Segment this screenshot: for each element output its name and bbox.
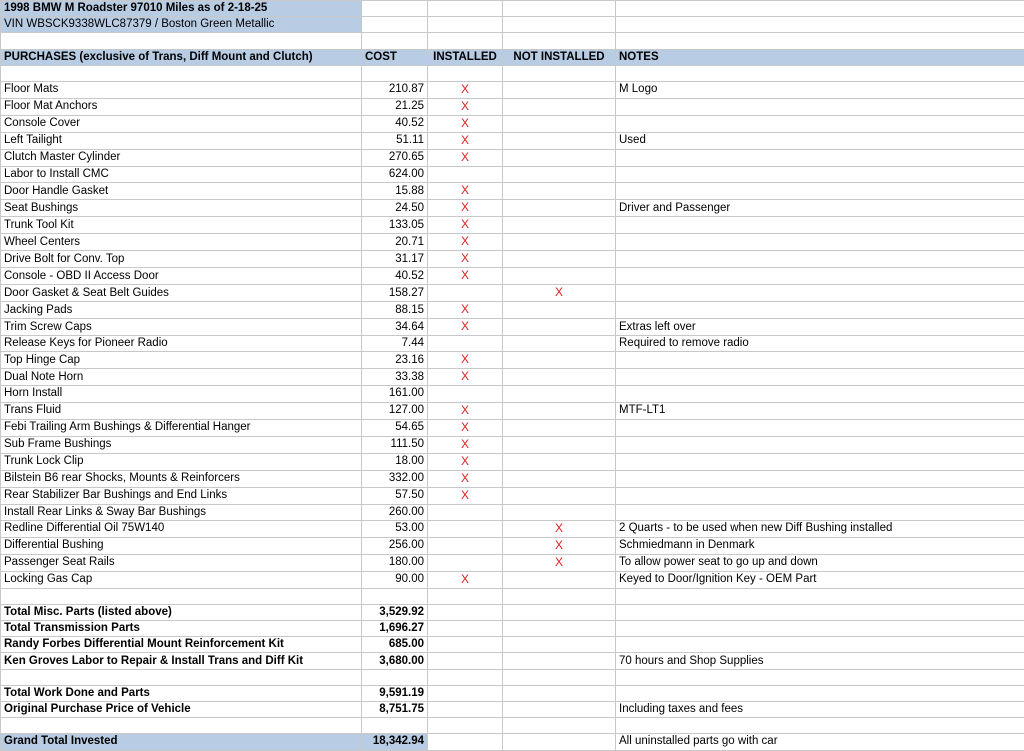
- cost-cell[interactable]: 624.00: [362, 166, 428, 182]
- cost-cell[interactable]: 15.88: [362, 183, 428, 200]
- cost-cell[interactable]: 21.25: [362, 98, 428, 115]
- purchase-row: [1, 268, 1024, 285]
- note-cell[interactable]: Extras left over: [616, 319, 1024, 336]
- not-installed-cell[interactable]: [503, 520, 616, 537]
- purchase-row: [1, 470, 1024, 487]
- header-purchases[interactable]: PURCHASES (exclusive of Trans, Diff Mount and Clutch): [1, 49, 362, 65]
- cost-cell[interactable]: 57.50: [362, 487, 428, 504]
- installed-cell[interactable]: [428, 369, 503, 386]
- spacer-row: [1, 669, 1024, 685]
- total-note[interactable]: [616, 604, 1024, 620]
- not-installed-cell[interactable]: [503, 200, 616, 217]
- purchase-row: [1, 81, 1024, 98]
- title-row: [1, 1, 1024, 17]
- note-cell[interactable]: [616, 352, 1024, 369]
- x-mark: X: [555, 538, 563, 552]
- x-mark: X: [461, 82, 469, 96]
- installed-cell[interactable]: [428, 166, 503, 182]
- note-cell[interactable]: Used: [616, 132, 1024, 149]
- total-label[interactable]: Ken Groves Labor to Repair & Install Trans and Diff Kit: [1, 653, 362, 669]
- purchase-row: [1, 571, 1024, 588]
- not-installed-cell[interactable]: [503, 386, 616, 402]
- purchase-row: [1, 453, 1024, 470]
- item-cell[interactable]: Trans Fluid: [1, 402, 362, 419]
- purchase-row: [1, 336, 1024, 352]
- cost-cell[interactable]: 7.44: [362, 336, 428, 352]
- item-cell[interactable]: Seat Bushings: [1, 200, 362, 217]
- note-cell[interactable]: [616, 217, 1024, 234]
- total-row: [1, 621, 1024, 637]
- sheet-title[interactable]: 1998 BMW M Roadster 97010 Miles as of 2-18-25: [1, 1, 362, 17]
- cost-cell[interactable]: 40.52: [362, 115, 428, 132]
- installed-cell[interactable]: [428, 402, 503, 419]
- total-amount[interactable]: 3,529.92: [362, 604, 428, 620]
- spacer-row: [1, 65, 1024, 81]
- note-cell[interactable]: Required to remove radio: [616, 336, 1024, 352]
- purchase-row: [1, 537, 1024, 554]
- x-mark: X: [461, 150, 469, 164]
- not-installed-cell[interactable]: [503, 166, 616, 182]
- installed-cell[interactable]: [428, 386, 503, 402]
- item-cell[interactable]: Differential Bushing: [1, 537, 362, 554]
- cost-cell[interactable]: 33.38: [362, 369, 428, 386]
- purchase-row: [1, 436, 1024, 453]
- installed-cell[interactable]: [428, 571, 503, 588]
- installed-cell[interactable]: [428, 336, 503, 352]
- installed-cell[interactable]: [428, 436, 503, 453]
- item-cell[interactable]: Release Keys for Pioneer Radio: [1, 336, 362, 352]
- installed-cell[interactable]: [428, 98, 503, 115]
- installed-cell[interactable]: [428, 302, 503, 319]
- item-cell[interactable]: Trunk Lock Clip: [1, 453, 362, 470]
- installed-cell[interactable]: [428, 251, 503, 268]
- total-label[interactable]: Original Purchase Price of Vehicle: [1, 702, 362, 718]
- item-cell[interactable]: Console Cover: [1, 115, 362, 132]
- purchase-row: [1, 302, 1024, 319]
- total-amount[interactable]: 8,751.75: [362, 702, 428, 718]
- item-cell[interactable]: Sub Frame Bushings: [1, 436, 362, 453]
- purchase-row: [1, 419, 1024, 436]
- total-amount[interactable]: 685.00: [362, 637, 428, 653]
- note-cell[interactable]: To allow power seat to go up and down: [616, 554, 1024, 571]
- cost-cell[interactable]: 180.00: [362, 554, 428, 571]
- x-mark: X: [461, 454, 469, 468]
- x-mark: X: [555, 555, 563, 569]
- purchase-row: [1, 487, 1024, 504]
- total-amount[interactable]: 9,591.19: [362, 685, 428, 701]
- installed-cell[interactable]: [428, 81, 503, 98]
- not-installed-cell[interactable]: [503, 487, 616, 504]
- total-note[interactable]: [616, 637, 1024, 653]
- installed-cell[interactable]: [428, 183, 503, 200]
- purchase-row: [1, 217, 1024, 234]
- x-mark: X: [555, 285, 563, 299]
- cost-cell[interactable]: 133.05: [362, 217, 428, 234]
- x-mark: X: [461, 251, 469, 265]
- not-installed-cell[interactable]: [503, 436, 616, 453]
- not-installed-cell[interactable]: [503, 98, 616, 115]
- purchase-row: [1, 554, 1024, 571]
- purchase-row: [1, 183, 1024, 200]
- not-installed-cell[interactable]: [503, 369, 616, 386]
- cost-cell[interactable]: 24.50: [362, 200, 428, 217]
- not-installed-cell[interactable]: [503, 319, 616, 336]
- item-cell[interactable]: Dual Note Horn: [1, 369, 362, 386]
- not-installed-cell[interactable]: [503, 352, 616, 369]
- x-mark: X: [461, 488, 469, 502]
- note-cell[interactable]: [616, 419, 1024, 436]
- purchase-row: [1, 386, 1024, 402]
- installed-cell[interactable]: [428, 319, 503, 336]
- purchase-row: [1, 520, 1024, 537]
- item-cell[interactable]: Floor Mat Anchors: [1, 98, 362, 115]
- x-mark: X: [461, 200, 469, 214]
- note-cell[interactable]: MTF-LT1: [616, 402, 1024, 419]
- note-cell[interactable]: [616, 470, 1024, 487]
- installed-cell[interactable]: [428, 487, 503, 504]
- note-cell[interactable]: [616, 369, 1024, 386]
- x-mark: X: [461, 133, 469, 147]
- purchase-row: [1, 234, 1024, 251]
- cost-cell[interactable]: 127.00: [362, 402, 428, 419]
- not-installed-cell[interactable]: [503, 419, 616, 436]
- total-row: [1, 653, 1024, 669]
- x-mark: X: [461, 116, 469, 130]
- total-row: [1, 685, 1024, 701]
- cost-cell[interactable]: 270.65: [362, 149, 428, 166]
- cost-cell[interactable]: 53.00: [362, 520, 428, 537]
- cost-cell[interactable]: 111.50: [362, 436, 428, 453]
- note-cell[interactable]: [616, 234, 1024, 251]
- note-cell[interactable]: Driver and Passenger: [616, 200, 1024, 217]
- header-notes[interactable]: NOTES: [616, 49, 1024, 65]
- total-note[interactable]: All uninstalled parts go with car: [616, 734, 1024, 750]
- item-cell[interactable]: Redline Differential Oil 75W140: [1, 520, 362, 537]
- cost-cell[interactable]: 18.00: [362, 453, 428, 470]
- cost-cell[interactable]: 20.71: [362, 234, 428, 251]
- note-cell[interactable]: [616, 285, 1024, 302]
- total-row: [1, 702, 1024, 718]
- item-cell[interactable]: Febi Trailing Arm Bushings & Differential Hanger: [1, 419, 362, 436]
- note-cell[interactable]: [616, 115, 1024, 132]
- x-mark: X: [461, 403, 469, 417]
- total-row: [1, 637, 1024, 653]
- note-cell[interactable]: [616, 166, 1024, 182]
- item-cell[interactable]: Jacking Pads: [1, 302, 362, 319]
- x-mark: X: [461, 369, 469, 383]
- note-cell[interactable]: [616, 436, 1024, 453]
- cost-cell[interactable]: 90.00: [362, 571, 428, 588]
- spacer-row: [1, 588, 1024, 604]
- not-installed-cell[interactable]: [503, 234, 616, 251]
- not-installed-cell[interactable]: [503, 571, 616, 588]
- purchase-row: [1, 504, 1024, 520]
- cost-cell[interactable]: 210.87: [362, 81, 428, 98]
- x-mark: X: [461, 268, 469, 282]
- purchase-row: [1, 115, 1024, 132]
- cost-cell[interactable]: 54.65: [362, 419, 428, 436]
- cost-cell[interactable]: 256.00: [362, 537, 428, 554]
- installed-cell[interactable]: [428, 470, 503, 487]
- purchase-row: [1, 352, 1024, 369]
- note-cell[interactable]: [616, 504, 1024, 520]
- x-mark: X: [461, 99, 469, 113]
- note-cell[interactable]: Schmiedmann in Denmark: [616, 537, 1024, 554]
- total-label[interactable]: Total Misc. Parts (listed above): [1, 604, 362, 620]
- purchase-row: [1, 98, 1024, 115]
- total-amount[interactable]: 3,680.00: [362, 653, 428, 669]
- note-cell[interactable]: [616, 302, 1024, 319]
- not-installed-cell[interactable]: [503, 470, 616, 487]
- item-cell[interactable]: Door Handle Gasket: [1, 183, 362, 200]
- not-installed-cell[interactable]: [503, 302, 616, 319]
- vin-row: [1, 17, 1024, 33]
- header-installed[interactable]: INSTALLED: [428, 49, 503, 65]
- not-installed-cell[interactable]: [503, 251, 616, 268]
- total-label[interactable]: Randy Forbes Differential Mount Reinforcement Kit: [1, 637, 362, 653]
- not-installed-cell[interactable]: [503, 554, 616, 571]
- item-cell[interactable]: Drive Bolt for Conv. Top: [1, 251, 362, 268]
- total-label[interactable]: Total Transmission Parts: [1, 621, 362, 637]
- not-installed-cell[interactable]: [503, 81, 616, 98]
- header-cost[interactable]: COST: [362, 49, 428, 65]
- header-row: [1, 49, 1024, 65]
- total-label[interactable]: Total Work Done and Parts: [1, 685, 362, 701]
- note-cell[interactable]: 2 Quarts - to be used when new Diff Bushing installed: [616, 520, 1024, 537]
- cost-cell[interactable]: 260.00: [362, 504, 428, 520]
- total-label[interactable]: Grand Total Invested: [1, 734, 362, 750]
- x-mark: X: [555, 521, 563, 535]
- not-installed-cell[interactable]: [503, 217, 616, 234]
- not-installed-cell[interactable]: [503, 115, 616, 132]
- note-cell[interactable]: [616, 386, 1024, 402]
- installed-cell[interactable]: [428, 352, 503, 369]
- purchase-row: [1, 319, 1024, 336]
- installed-cell[interactable]: [428, 234, 503, 251]
- item-cell[interactable]: Labor to Install CMC: [1, 166, 362, 182]
- purchase-row: [1, 402, 1024, 419]
- cost-cell[interactable]: 158.27: [362, 285, 428, 302]
- x-mark: X: [461, 319, 469, 333]
- installed-cell[interactable]: [428, 200, 503, 217]
- installed-cell[interactable]: [428, 268, 503, 285]
- not-installed-cell[interactable]: [503, 336, 616, 352]
- cost-cell[interactable]: 161.00: [362, 386, 428, 402]
- installed-cell[interactable]: [428, 520, 503, 537]
- total-note[interactable]: Including taxes and fees: [616, 702, 1024, 718]
- purchase-row: [1, 285, 1024, 302]
- x-mark: X: [461, 302, 469, 316]
- x-mark: X: [461, 471, 469, 485]
- installed-cell[interactable]: [428, 285, 503, 302]
- installed-cell[interactable]: [428, 115, 503, 132]
- spacer-row: [1, 718, 1024, 734]
- cost-cell[interactable]: 51.11: [362, 132, 428, 149]
- header-not-installed[interactable]: NOT INSTALLED: [503, 49, 616, 65]
- installed-cell[interactable]: [428, 217, 503, 234]
- note-cell[interactable]: [616, 149, 1024, 166]
- not-installed-cell[interactable]: [503, 537, 616, 554]
- installed-cell[interactable]: [428, 419, 503, 436]
- not-installed-cell[interactable]: [503, 453, 616, 470]
- x-mark: X: [461, 572, 469, 586]
- x-mark: X: [461, 437, 469, 451]
- purchase-row: [1, 149, 1024, 166]
- item-cell[interactable]: Floor Mats: [1, 81, 362, 98]
- note-cell[interactable]: [616, 453, 1024, 470]
- note-cell[interactable]: [616, 98, 1024, 115]
- item-cell[interactable]: Trim Screw Caps: [1, 319, 362, 336]
- x-mark: X: [461, 352, 469, 366]
- item-cell[interactable]: Bilstein B6 rear Shocks, Mounts & Reinforcers: [1, 470, 362, 487]
- item-cell[interactable]: Top Hinge Cap: [1, 352, 362, 369]
- installed-cell[interactable]: [428, 149, 503, 166]
- cost-cell[interactable]: 23.16: [362, 352, 428, 369]
- purchase-row: [1, 251, 1024, 268]
- total-note[interactable]: [616, 621, 1024, 637]
- note-cell[interactable]: [616, 487, 1024, 504]
- x-mark: X: [461, 234, 469, 248]
- not-installed-cell[interactable]: [503, 183, 616, 200]
- item-cell[interactable]: Wheel Centers: [1, 234, 362, 251]
- cost-cell[interactable]: 332.00: [362, 470, 428, 487]
- cost-cell[interactable]: 31.17: [362, 251, 428, 268]
- item-cell[interactable]: Left Tailight: [1, 132, 362, 149]
- not-installed-cell[interactable]: [503, 402, 616, 419]
- note-cell[interactable]: M Logo: [616, 81, 1024, 98]
- cost-cell[interactable]: 88.15: [362, 302, 428, 319]
- grand-total-row: [1, 734, 1024, 750]
- item-cell[interactable]: Trunk Tool Kit: [1, 217, 362, 234]
- purchase-row: [1, 132, 1024, 149]
- not-installed-cell[interactable]: [503, 149, 616, 166]
- item-cell[interactable]: Horn Install: [1, 386, 362, 402]
- purchase-row: [1, 200, 1024, 217]
- not-installed-cell[interactable]: [503, 285, 616, 302]
- cost-cell[interactable]: 34.64: [362, 319, 428, 336]
- total-note[interactable]: [616, 685, 1024, 701]
- not-installed-cell[interactable]: [503, 504, 616, 520]
- installed-cell[interactable]: [428, 537, 503, 554]
- x-mark: X: [461, 420, 469, 434]
- not-installed-cell[interactable]: [503, 268, 616, 285]
- x-mark: X: [461, 217, 469, 231]
- item-cell[interactable]: Install Rear Links & Sway Bar Bushings: [1, 504, 362, 520]
- item-cell[interactable]: Locking Gas Cap: [1, 571, 362, 588]
- installed-cell[interactable]: [428, 554, 503, 571]
- spacer-row: [1, 33, 1024, 49]
- total-amount[interactable]: 1,696.27: [362, 621, 428, 637]
- installed-cell[interactable]: [428, 453, 503, 470]
- x-mark: X: [461, 183, 469, 197]
- item-cell[interactable]: Rear Stabilizer Bar Bushings and End Links: [1, 487, 362, 504]
- note-cell[interactable]: Keyed to Door/Ignition Key - OEM Part: [616, 571, 1024, 588]
- cost-cell[interactable]: 40.52: [362, 268, 428, 285]
- total-row: [1, 604, 1024, 620]
- sheet-body: [1, 1, 1024, 751]
- installed-cell[interactable]: [428, 132, 503, 149]
- not-installed-cell[interactable]: [503, 132, 616, 149]
- note-cell[interactable]: [616, 268, 1024, 285]
- total-note[interactable]: 70 hours and Shop Supplies: [616, 653, 1024, 669]
- note-cell[interactable]: [616, 251, 1024, 268]
- installed-cell[interactable]: [428, 504, 503, 520]
- item-cell[interactable]: Door Gasket & Seat Belt Guides: [1, 285, 362, 302]
- item-cell[interactable]: Passenger Seat Rails: [1, 554, 362, 571]
- note-cell[interactable]: [616, 183, 1024, 200]
- item-cell[interactable]: Clutch Master Cylinder: [1, 149, 362, 166]
- vin-cell[interactable]: VIN WBSCK9338WLC87379 / Boston Green Metallic: [1, 17, 362, 33]
- purchase-row: [1, 369, 1024, 386]
- item-cell[interactable]: Console - OBD II Access Door: [1, 268, 362, 285]
- total-amount[interactable]: 18,342.94: [362, 734, 428, 750]
- purchase-row: [1, 166, 1024, 182]
